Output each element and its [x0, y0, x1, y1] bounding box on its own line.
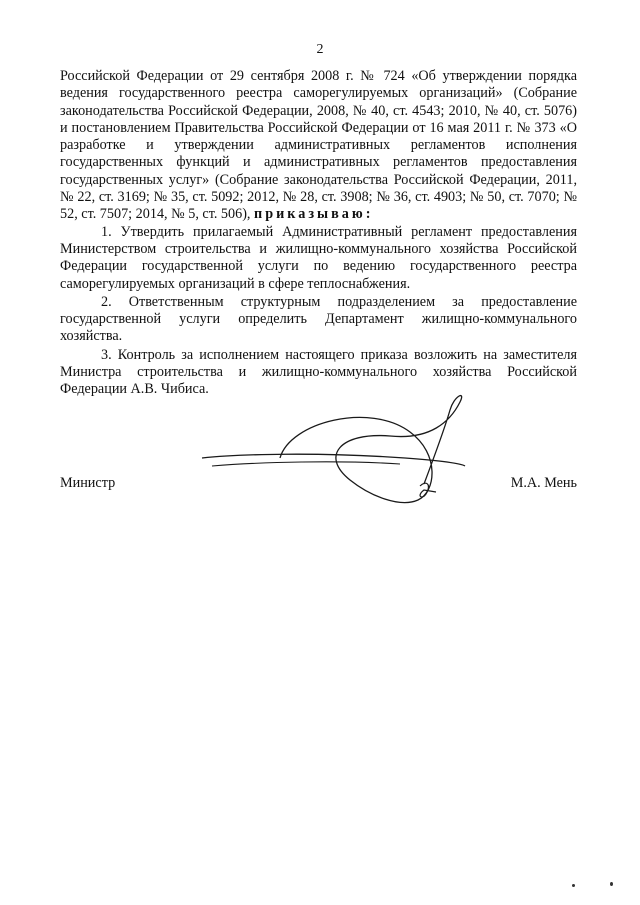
signature-row: [60, 475, 577, 495]
document-body: [60, 68, 577, 399]
order-item-3: 3. Контроль за исполнением настоящего приказа возложить на заместителя Министра строительства и жилищно-коммунального хозяйства Российской Федерации А.В. Чибиса.: [60, 346, 577, 398]
signatory-title: Министр: [60, 475, 116, 491]
order-word: приказываю:: [254, 206, 374, 223]
intro-paragraph: [60, 68, 577, 224]
intro-text: Российской Федерации от 29 сентября 2008 г. № 724 «Об утверждении порядка ведения государственного реестра саморегулируемых организаций» (Собрание законодательства Российской Федерации, 2008, № 40, ст. 4543; 2010, № 40, ст. 5076) и постановлением Правительства Российской Федерации от 16 мая 2011 г. № 373 «О разработке и утверждении административных регламентов исполнения государственных функций и административных регламентов предоставления государственных услуг» (Собрание законодательства Российской Федерации, 2011, № 22, ст. 3169; № 35, ст. 5092; 2012, № 28, ст. 3908; № 36, ст. 4903; № 50, ст. 7070; № 52, ст. 7507; 2014, № 5, ст. 506),: [60, 68, 577, 223]
order-item-2: 2. Ответственным структурным подразделением за предоставление государственной услуги определить Департамент жилищно-коммунального хозяйства.: [60, 293, 577, 345]
page-number: 2: [316, 42, 324, 57]
scan-artifact-dot: [572, 884, 575, 887]
scan-artifact-dot: [610, 882, 613, 886]
signatory-name: М.А. Мень: [510, 475, 577, 491]
order-item-1: 1. Утвердить прилагаемый Административный регламент предоставления Министерством строительства и жилищно-коммунального хозяйства Российской Федерации государственной услуги по ведению государственного реестра саморегулируемых организаций в сфере теплоснабжения.: [60, 223, 577, 292]
